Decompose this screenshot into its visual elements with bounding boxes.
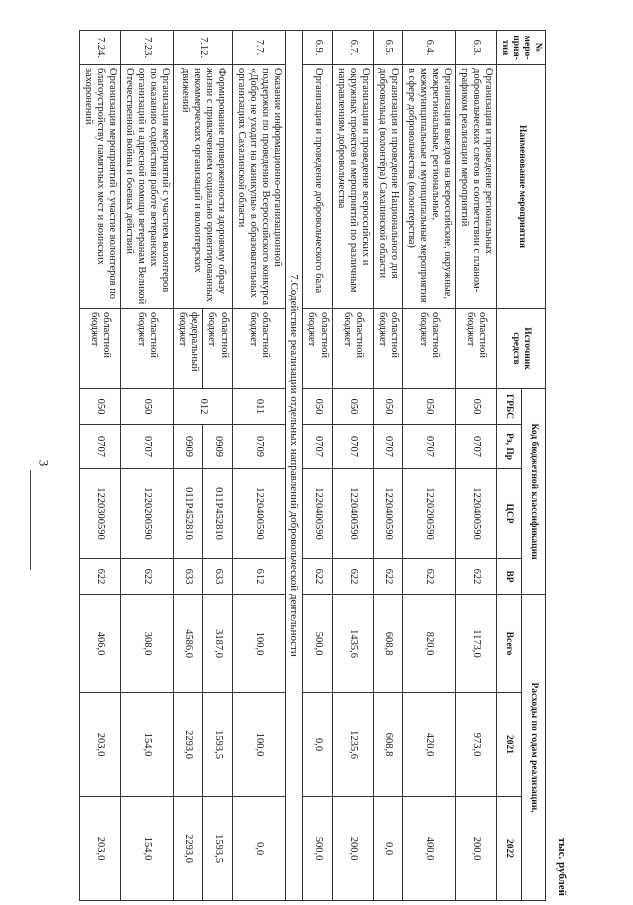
cell-rzpr: 0707	[402, 425, 455, 469]
cell-name: Организация мероприятий с участием волонтеров по оказанию содействия работе ветеранских организаций и адресной помощи ветеранам Великой Отечественной войны и боевых действий	[121, 65, 174, 309]
cell-csr: 011P452810	[203, 469, 232, 559]
cell-csr: 1220300590	[79, 469, 120, 559]
cell-2021: 100,0	[232, 693, 285, 797]
header-rzpr: Рз, Пр	[497, 425, 521, 469]
cell-num: 6.4.	[402, 31, 455, 65]
cell-source: областной бюджет	[332, 309, 373, 389]
cell-num: 7.23.	[121, 31, 174, 65]
cell-source: областной бюджет	[121, 309, 174, 389]
header-2022: 2022	[497, 797, 521, 901]
units-label: тыс. рублей	[556, 837, 568, 896]
cell-num: 7.7.	[232, 31, 285, 65]
table-row	[232, 31, 285, 901]
cell-total: 100,0	[232, 595, 285, 693]
cell-csr: 1220400590	[303, 469, 332, 559]
cell-source: областной бюджет	[203, 309, 232, 389]
header-2021: 2021	[497, 693, 521, 797]
cell-rzpr: 0707	[121, 425, 174, 469]
section-6-rows	[303, 31, 497, 901]
cell-2021: 203,0	[79, 693, 120, 797]
cell-num: 6.5.	[373, 31, 402, 65]
section-title: 7.Содействие реализации отдельных направлений добровольческой деятельности	[285, 31, 303, 901]
cell-vr: 622	[303, 559, 332, 595]
cell-total: 3187,0	[203, 595, 232, 693]
table-row	[203, 31, 232, 901]
cell-2022: 0,0	[373, 797, 402, 901]
header-row	[521, 31, 545, 901]
cell-vr: 633	[174, 559, 203, 595]
cell-source: областной бюджет	[402, 309, 455, 389]
page-number: 3	[36, 459, 52, 467]
header-budget-code: Код бюджетной классификации	[521, 389, 545, 595]
cell-2022: 0,0	[232, 797, 285, 901]
cell-vr: 622	[456, 559, 497, 595]
header-spend: Расходы по годам реализации,	[521, 595, 545, 901]
cell-rzpr: 0707	[332, 425, 373, 469]
cell-2021: 420,0	[402, 693, 455, 797]
table-row	[121, 31, 174, 901]
cell-2021: 608,8	[373, 693, 402, 797]
cell-total: 820,0	[402, 595, 455, 693]
cell-num: 6.9.	[303, 31, 332, 65]
cell-csr: 1220400590	[373, 469, 402, 559]
cell-2022: 200,0	[332, 797, 373, 901]
cell-rzpr: 0709	[232, 425, 285, 469]
cell-total: 608,8	[373, 595, 402, 693]
cell-grbs: 050	[332, 389, 373, 425]
cell-2021: 1593,5	[203, 693, 232, 797]
cell-name: Организация и проведение Национального дня добровольца (волонтёра) Сахалинской области	[373, 65, 402, 309]
cell-vr: 612	[232, 559, 285, 595]
cell-csr: 1220200590	[402, 469, 455, 559]
cell-total: 1173,0	[456, 595, 497, 693]
cell-csr: 011P452810	[174, 469, 203, 559]
cell-vr: 622	[373, 559, 402, 595]
cell-rzpr: 0909	[203, 425, 232, 469]
cell-name: Оказание информационно-организационной поддержки по проведению Всероссийского конкурса «Добро не уходит на каникулы» в образовательных организациях Сахалинской области	[232, 65, 285, 309]
cell-total: 1435,6	[332, 595, 373, 693]
header-source: Источник средств	[497, 309, 546, 389]
header-num: № меро-прия-тия	[497, 31, 546, 65]
cell-grbs: 050	[402, 389, 455, 425]
cell-2021: 973,0	[456, 693, 497, 797]
cell-name: Организация мероприятий с участие волонтеров по благоустройству памятных мест и воинских захоронений	[79, 65, 120, 309]
cell-total: 308,0	[121, 595, 174, 693]
cell-num: 7.12.	[174, 31, 232, 65]
table-row	[79, 31, 120, 901]
header-total: Всего	[497, 595, 521, 693]
section-heading-row	[285, 31, 303, 901]
cell-csr: 1220400590	[332, 469, 373, 559]
cell-name: Организация и проведение региональных добровольческих слетов в соответствии с планом- графиком реализации мероприятий	[456, 65, 497, 309]
cell-2021: 0,0	[303, 693, 332, 797]
cell-2022: 203,0	[79, 797, 120, 901]
cell-grbs: 050	[79, 389, 120, 425]
cell-name: Формирование приверженности здоровому образу жизни с привлечением социально ориентированных некоммерческих организаций и волонтерских движений	[174, 65, 232, 309]
cell-grbs: 050	[303, 389, 332, 425]
table-row	[373, 31, 402, 901]
cell-total: 500,0	[303, 595, 332, 693]
section-7-rows	[174, 31, 286, 901]
cell-rzpr: 0909	[174, 425, 203, 469]
cell-num: 6.3.	[456, 31, 497, 65]
cell-vr: 633	[203, 559, 232, 595]
cell-grbs: 050	[121, 389, 174, 425]
cell-2021: 1235,6	[332, 693, 373, 797]
header-name: Наименование мероприятия	[497, 65, 546, 309]
cell-2022: 500,0	[303, 797, 332, 901]
cell-name: Организация выездов на всероссийские, окружные, межрегиональные, региональные, межмуниципальные и муниципальные мероприятия в сфере добровольчества (волонтерства)	[402, 65, 455, 309]
cell-source: областной бюджет	[303, 309, 332, 389]
cell-source: областной бюджет	[232, 309, 285, 389]
table-row	[303, 31, 332, 901]
cell-vr: 622	[121, 559, 174, 595]
cell-vr: 622	[332, 559, 373, 595]
table-row	[456, 31, 497, 901]
cell-source: областной бюджет	[456, 309, 497, 389]
section-7-rows-cont	[79, 31, 173, 901]
cell-source: областной бюджет	[373, 309, 402, 389]
cell-2022: 1593,5	[203, 797, 232, 901]
cell-2022: 400,0	[402, 797, 455, 901]
cell-vr: 622	[402, 559, 455, 595]
cell-source: федеральный бюджет	[174, 309, 203, 389]
cell-rzpr: 0707	[373, 425, 402, 469]
header-vr: ВР	[497, 559, 521, 595]
cell-2022: 200,0	[456, 797, 497, 901]
cell-csr: 1220400590	[232, 469, 285, 559]
cell-grbs: 050	[456, 389, 497, 425]
header-grbs: ГРБС	[497, 389, 521, 425]
cell-csr: 1220200590	[121, 469, 174, 559]
cell-csr: 1220400590	[456, 469, 497, 559]
cell-2021: 2293,0	[174, 693, 203, 797]
cell-name: Организация и проведение всероссийских и окружных проектов и мероприятий по различным направлениям добровольчества	[332, 65, 373, 309]
cell-grbs: 050	[373, 389, 402, 425]
cell-2022: 154,0	[121, 797, 174, 901]
cell-source: областной бюджет	[79, 309, 120, 389]
cell-2021: 154,0	[121, 693, 174, 797]
header-csr: ЦСР	[497, 469, 521, 559]
table-row	[332, 31, 373, 901]
cell-rzpr: 0707	[303, 425, 332, 469]
cell-vr: 622	[79, 559, 120, 595]
cell-total: 4586,0	[174, 595, 203, 693]
cell-2022: 2293,0	[174, 797, 203, 901]
cell-num: 7.24.	[79, 31, 120, 65]
cell-grbs: 012	[174, 389, 232, 425]
cell-num: 6.7.	[332, 31, 373, 65]
cell-rzpr: 0707	[456, 425, 497, 469]
cell-name: Организация и проведение добровольческого бала	[303, 65, 332, 309]
cell-total: 406,0	[79, 595, 120, 693]
cell-rzpr: 0707	[79, 425, 120, 469]
budget-table	[6, 30, 568, 900]
table-row	[402, 31, 455, 901]
cell-grbs: 011	[232, 389, 285, 425]
